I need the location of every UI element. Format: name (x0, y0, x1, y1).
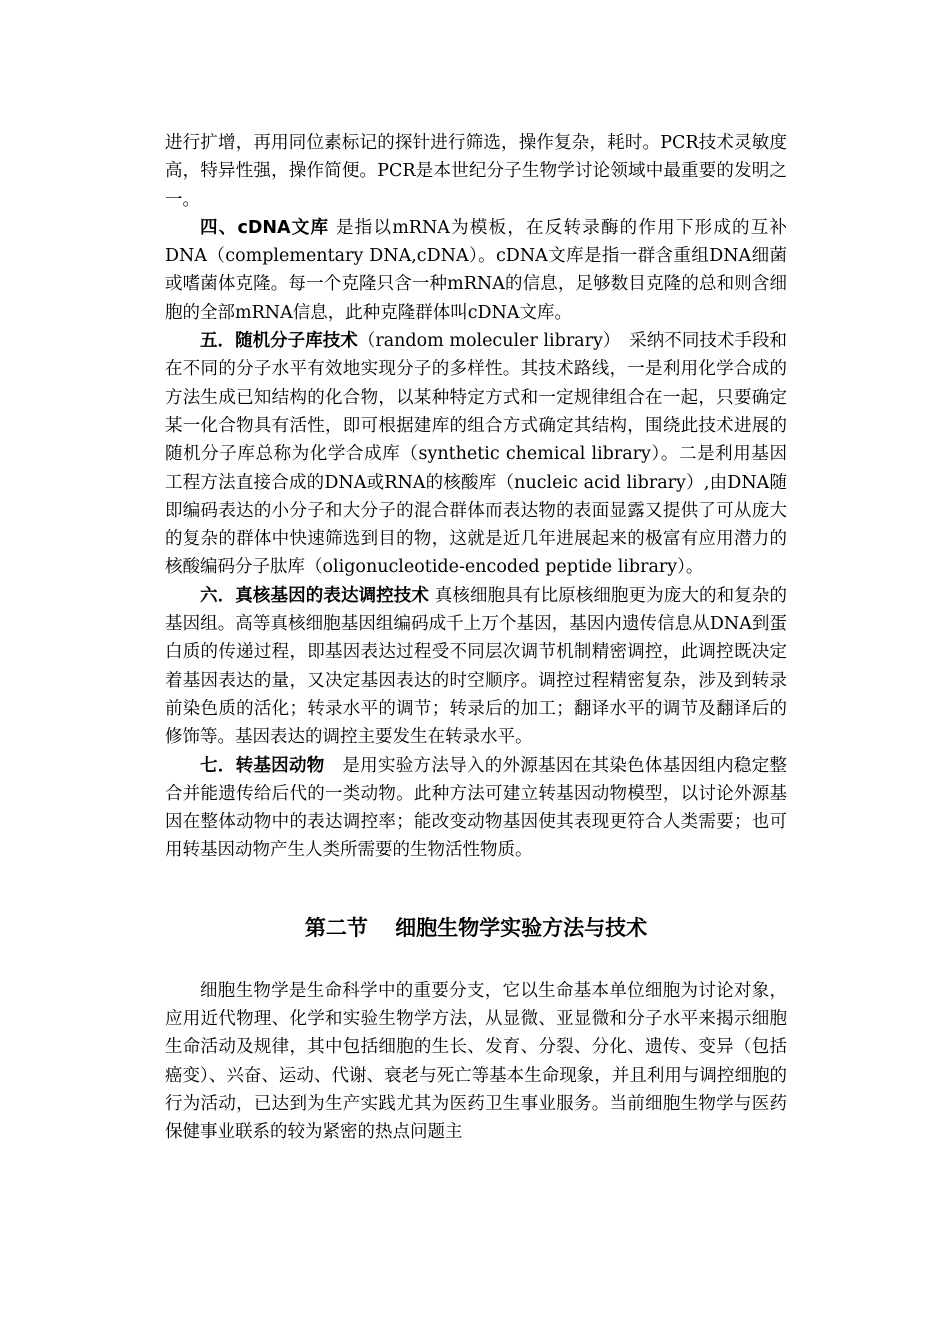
section-number: 第二节 (304, 915, 368, 940)
paragraph-term: 五．随机分子库技术 (200, 331, 358, 352)
section-heading (165, 911, 787, 945)
paragraph-term: 七．转基因动物 (200, 755, 325, 776)
paragraph-cell-biology-intro (165, 977, 787, 1147)
paragraph-text: 是用实验方法导入的外源基因在其染色体基因组内稳定整合并能遗传给后代的一类动物。此种方法可建立转基因动物模型，以讨论外源基因在整体动物中的表达调控率；能改变动物基因使其表现更符合人类需要；也可用转基因动物产生人类所需要的生物活性物质。 (165, 755, 787, 861)
paragraph-term: 六．真核基因的表达调控技术 (200, 585, 430, 606)
paragraph-transgenic-animal (165, 752, 787, 865)
document-page (165, 129, 787, 1147)
paragraph-text: （random moleculer library） 采纳不同技术手段和在不同的分子水平有效地实现分子的多样性。其技术路线，一是利用化学合成的方法生成已知结构的化合物，以某种特定方式和一定规律组合在一起，只要确定某一化合物具有活性，即可根据建库的组合方式确定其结构，围绕此技术进展的随机分子库总称为化学合成库（synthetic chemical library）。二是利用基因工程方法直接合成的DNA或RNA的核酸库（nucleic acid library）,由DNA随即编码表达的小分子和大分子的混合群体而表达物的表面显露又提供了可从庞大的复杂的群体中快速筛选到目的物，这就是近几年进展起来的极富有应用潜力的核酸编码分子肽库（oligonucleotide-encoded peptide library）。 (165, 331, 787, 578)
paragraph-random-library (165, 327, 787, 582)
paragraph-term: 四、cDNA文库 (200, 217, 330, 238)
paragraph-eukaryotic-regulation (165, 582, 787, 752)
paragraph-text: 细胞生物学是生命科学中的重要分支，它以生命基本单位细胞为讨论对象，应用近代物理、化学和实验生物学方法，从显微、亚显微和分子水平来揭示细胞生命活动及规律，其中包括细胞的生长、发育、分裂、分化、遗传、变异（包括癌变）、兴奋、运动、代谢、衰老与死亡等基本生命现象，并且利用与调控细胞的行为活动，已达到为生产实践尤其为医药卫生事业服务。当前细胞生物学与医药保健事业联系的较为紧密的热点问题主 (165, 980, 787, 1143)
section-title: 细胞生物学实验方法与技术 (395, 915, 648, 940)
paragraph-text: 是指以mRNA为模板，在反转录酶的作用下形成的互补DNA（complementary DNA,cDNA）。cDNA文库是指一群含重组DNA细菌或嗜菌体克隆。每一个克隆只含一种mRNA的信息，足够数目克隆的总和则含细胞的全部mRNA信息，此种克隆群体叫cDNA文库。 (165, 217, 787, 323)
paragraph-pcr-continuation (165, 129, 787, 214)
paragraph-text: 真核细胞具有比原核细胞更为庞大的和复杂的基因组。高等真核细胞基因组编码成千上万个基因，基因内遗传信息从DNA到蛋白质的传递过程，即基因表达过程受不同层次调节机制精密调控，此调控既决定着基因表达的量，又决定基因表达的时空顺序。调控过程精密复杂，涉及到转录前染色质的活化；转录水平的调节；转录后的加工；翻译水平的调节及翻译后的修饰等。基因表达的调控主要发生在转录水平。 (165, 585, 788, 748)
paragraph-cdna-library (165, 214, 787, 327)
paragraph-text: 进行扩增，再用同位素标记的探针进行筛选，操作复杂，耗时。PCR技术灵敏度高，特异性强，操作简便。PCR是本世纪分子生物学讨论领域中最重要的发明之一。 (165, 133, 787, 210)
